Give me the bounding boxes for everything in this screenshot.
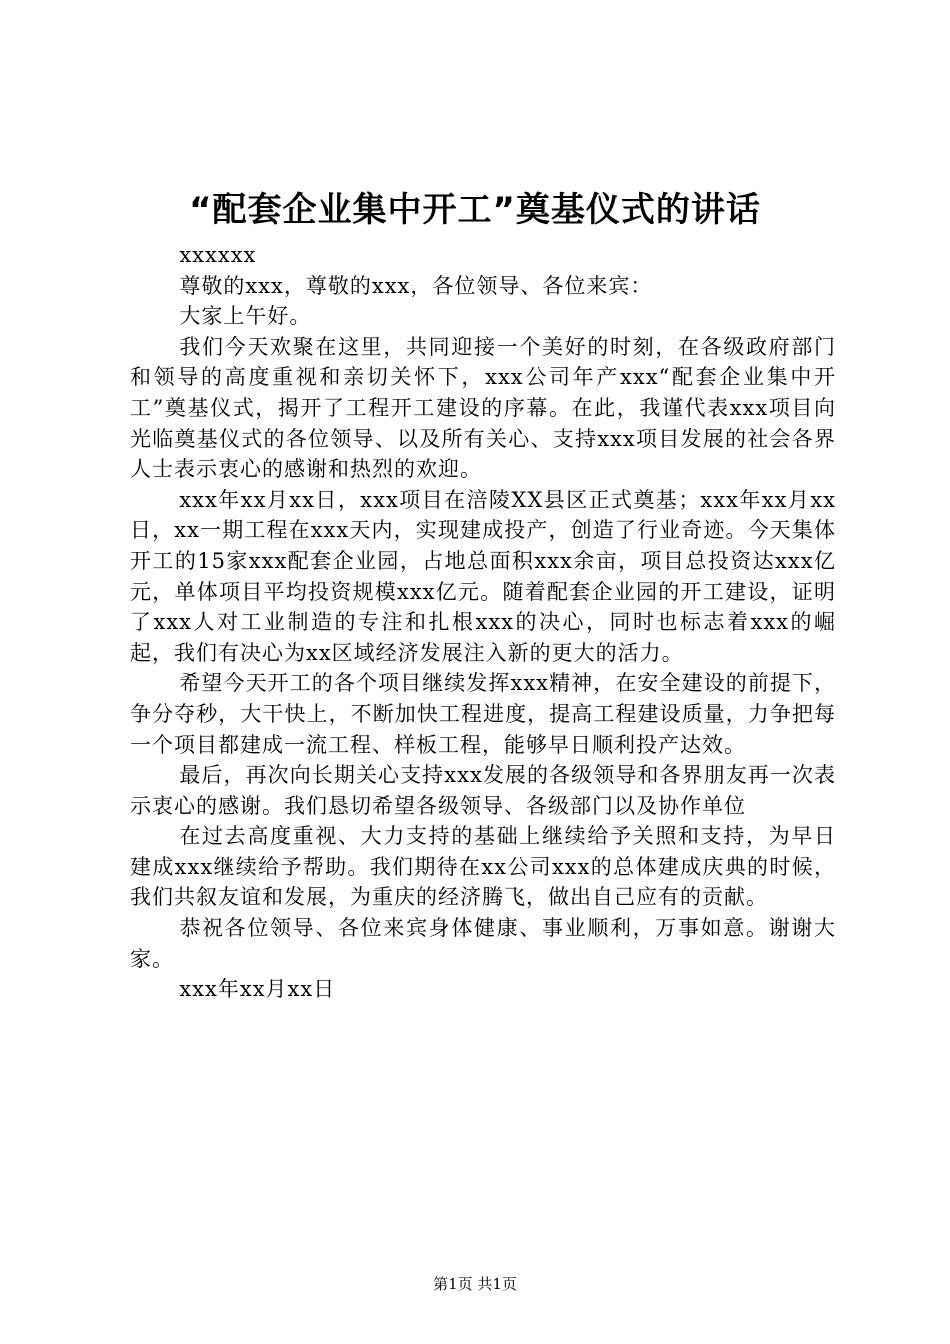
paragraph-thanks: 最后，再次向长期关心支持xxx发展的各级领导和各界朋友再一次表示衷心的感谢。我们恳切希望各级领导、各级部门以及协作单位 (130, 763, 836, 818)
paragraph-hopes: 希望今天开工的各个项目继续发挥xxx精神，在安全建设的前提下，争分夺秒，大干快上，不断加快工程进度，提高工程建设质量，力争把每一个项目都建成一流工程、样板工程，能够早日顺利投产达效。 (130, 671, 836, 757)
paragraph-opening: 我们今天欢聚在这里，共同迎接一个美好的时刻，在各级政府部门和领导的高度重视和亲切关怀下，xxx公司年产xxx“配套企业集中开工”奠基仪式，揭开了工程开工建设的序幕。在此，我谨代表xxx项目向光临奠基仪式的各位领导、以及所有关心、支持xxx项目发展的社会各界人士表示衷心的感谢和热烈的欢迎。 (130, 334, 836, 482)
document-title: “配套企业集中开工”奠基仪式的讲话 (189, 190, 761, 230)
salutation-placeholder: xxxxxx (179, 243, 257, 267)
page-number-footer: 第1页 共1页 (433, 1275, 517, 1293)
document-body (130, 240, 836, 1005)
document-date: xxx年xx月xx日 (179, 977, 336, 1002)
paragraph-project-history: xxx年xx月xx日，xxx项目在涪陵XX县区正式奠基；xxx年xx月xx日，xx一期工程在xxx天内，实现建成投产，创造了行业奇迹。今天集体开工的15家xxx配套企业园，占地总面积xxx余亩，项目总投资达xxx亿元，单体项目平均投资规模xxx亿元。随着配套企业园的开工建设，证明了xxx人对工业制造的专注和扎根xxx的决心，同时也标志着xxx的崛起，我们有决心为xx区域经济发展注入新的更大的活力。 (130, 487, 836, 665)
paragraph-closing: 恭祝各位领导、各位来宾身体健康、事业顺利，万事如意。谢谢大家。 (130, 916, 836, 971)
greeting: 大家上午好。 (179, 304, 312, 329)
salutation: 尊敬的xxx，尊敬的xxx，各位领导、各位来宾： (179, 273, 653, 298)
paragraph-support: 在过去高度重视、大力支持的基础上继续给予关照和支持，为早日建成xxx继续给予帮助。我们期待在xx公司xxx的总体建成庆典的时候，我们共叙友谊和发展，为重庆的经济腾飞，做出自己应有的贡献。 (130, 824, 836, 910)
